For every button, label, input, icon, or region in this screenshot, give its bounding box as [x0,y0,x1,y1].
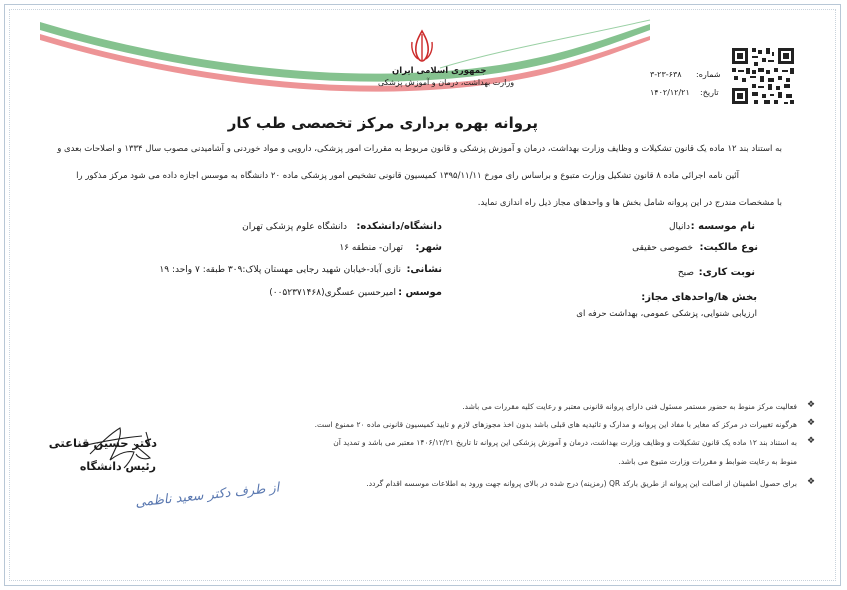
ownership-type-value: خصوصی حقیقی [632,243,693,253]
founder-value: امیرحسین عسگری(۰۰۵۲۳۷۱۴۶۸) [269,288,396,298]
body-line-1: به استناد بند ۱۲ ماده یک قانون تشکیلات و وظایف وزارت بهداشت، درمان و آموزش پزشکی و قانون مربوط به مقررات امور پزشکی، دارویی و مواد خوردنی و آشامیدنی مصوب سال ۱۳۳۴ و اصلاحات بعدی و [57,144,782,154]
bullet-icon: ❖ [807,436,816,446]
departments-label: بخش ها/واحدهای مجاز: [641,292,757,303]
signatory-name: دکتر حسین قناعتی [48,436,157,450]
university-value: دانشگاه علوم پزشکی تهران [242,222,347,232]
note-2: هرگونه تغییرات در مرکز که مغایر با مفاد این پروانه و مدارک و تائیدیه های قبلی باشد بدون اخذ مجوزهای لازم و تایید کمیسیون قانونی ماده ۲۰ ممنوع است. [314,420,797,429]
note-1: فعالیت مرکز منوط به حضور مستمر مسئول فنی دارای پروانه قانونی معتبر و رعایت کلیه مقررات می باشد. [462,402,797,411]
address-label: نشانی: [406,264,442,275]
city-label: شهر: [415,242,442,253]
note-3: به استناد بند ۱۲ ماده یک قانون تشکیلات و وظایف وزارت بهداشت، درمان و آموزش پزشکی این پروانه تا تاریخ ۱۴۰۶/۱۲/۲۱ معتبر می باشد و تمدید آن [333,438,797,447]
republic-text: جمهوری اسلامی ایران [392,66,487,76]
institution-name-value: دانیال [668,222,690,232]
signatory-position: رئیس دانشگاه [79,460,156,473]
bullet-icon: ❖ [807,400,816,410]
bullet-icon: ❖ [807,477,816,487]
shift-label: نوبت کاری: [698,267,755,278]
shift-value: صبح [677,268,694,278]
institution-name-label: نام موسسه : [690,221,755,232]
bullet-icon: ❖ [807,418,816,428]
address-value: نازی آباد-خیابان شهید رجایی مهستان پلاک:۳۰۹ طبقه: ۷ واحد: ۱۹ [159,265,401,275]
date-label: تاریخ: [700,88,719,97]
ownership-type-label: نوع مالکیت: [699,242,758,253]
date-value: ۱۴۰۲/۱۲/۲۱ [650,88,690,97]
note-4: برای حصول اطمینان از اصالت این پروانه از طریق بارکد QR (رمزینه) درج شده در بالای پروانه جهت ورود به اطلاعات موسسه اقدام گردد. [366,479,797,488]
note-3-continued: منوط به رعایت ضوابط و مقررات وزارت متبوع می باشد. [618,457,797,466]
ministry-text: وزارت بهداشت، درمان و آموزش پزشکی [378,78,515,87]
number-value: ۳-۲۳-۶۳۸ [650,70,682,79]
document-title: پروانه بهره برداری مرکز تخصصی طب کار [227,114,538,132]
number-label: شماره: [696,70,721,79]
city-value: تهران- منطقه ۱۶ [339,243,403,253]
university-label: دانشگاه/دانشکده: [356,221,442,232]
qr-code-icon[interactable] [730,46,796,106]
body-line-3: با مشخصات مندرج در این پروانه شامل بخش ها و واحدهای مجاز ذیل راه اندازی نماید. [477,198,782,208]
departments-value: ارزیابی شنوایی، پزشکی عمومی، بهداشت حرفه ای [576,309,757,319]
founder-label: موسس : [398,287,442,298]
signature-stamp-text: از طرف دکتر سعید ناظمی [134,480,281,511]
body-line-2: آئین نامه اجرائی ماده ۸ قانون تشکیل وزارت متبوع و براساس رای مورخ ۱۳۹۵/۱۱/۱۱ کمیسیون قانونی تشخیص امور پزشکی ماده ۲۰ دانشگاه به موسس اجازه داده می شود مرکز مذکور را [76,171,739,181]
iran-emblem-icon [406,28,438,64]
